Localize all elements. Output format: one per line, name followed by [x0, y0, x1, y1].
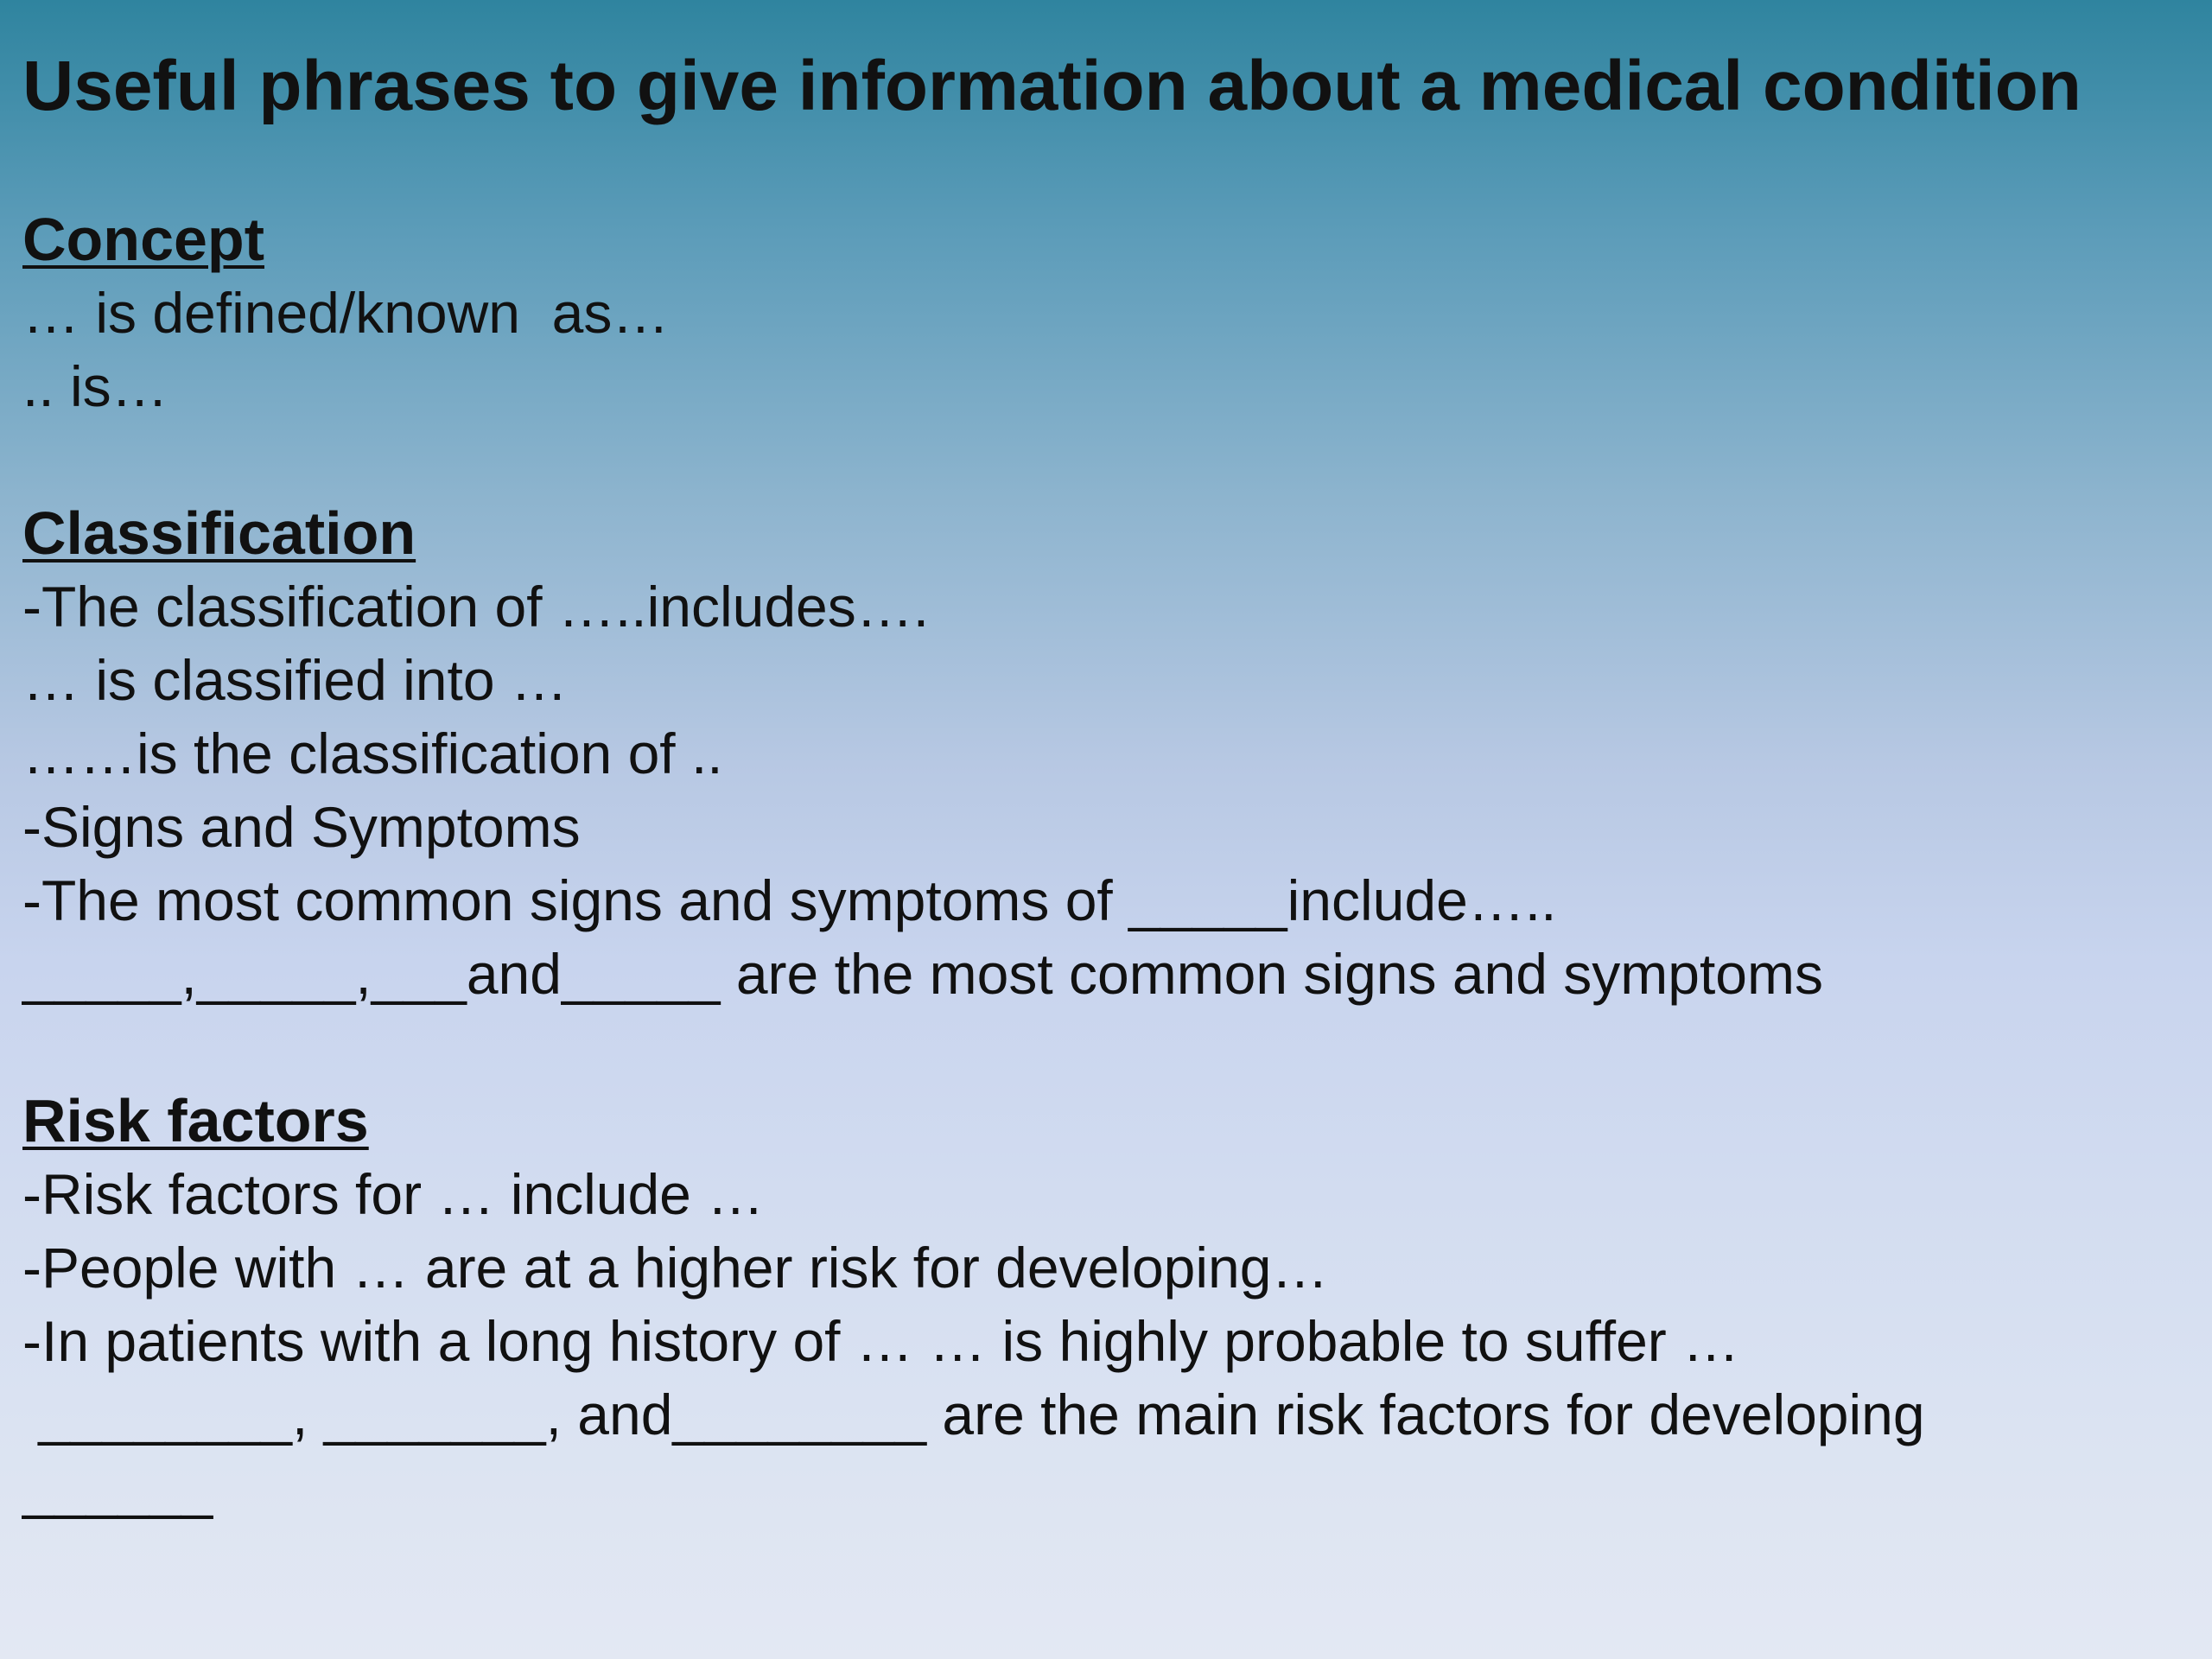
section-heading-classification: Classification [22, 499, 416, 567]
section-heading-risk-factors: Risk factors [22, 1087, 369, 1154]
phrase-line: ……is the classification of .. [22, 721, 723, 785]
phrase-line: -Signs and Symptoms [22, 795, 581, 859]
phrase-line: ________, _______, and________ are the main risk factors for developing [22, 1382, 1925, 1446]
phrase-line: … is classified into … [22, 648, 568, 712]
phrase-line: .. is… [22, 354, 168, 418]
phrase-line: ______ [22, 1456, 213, 1520]
phrase-line: _____,_____,___and_____ are the most common signs and symptoms [22, 942, 1823, 1006]
section-risk-factors [22, 1084, 2190, 1525]
section-heading-concept: Concept [22, 206, 264, 273]
phrase-line: … is defined/known as… [22, 281, 670, 345]
slide-title: Useful phrases to give information about a medical condition [22, 47, 2082, 125]
phrase-line: -Risk factors for … include … [22, 1162, 765, 1226]
phrase-line: -In patients with a long history of … … is highly probable to suffer … [22, 1309, 1740, 1373]
phrase-line: -The classification of …..includes…. [22, 575, 930, 639]
section-concept [22, 203, 2190, 423]
slide-content [22, 203, 2190, 1525]
phrase-line: -People with … are at a higher risk for developing… [22, 1236, 1329, 1300]
phrase-line: -The most common signs and symptoms of _____include….. [22, 868, 1557, 932]
section-classification [22, 497, 2190, 1011]
